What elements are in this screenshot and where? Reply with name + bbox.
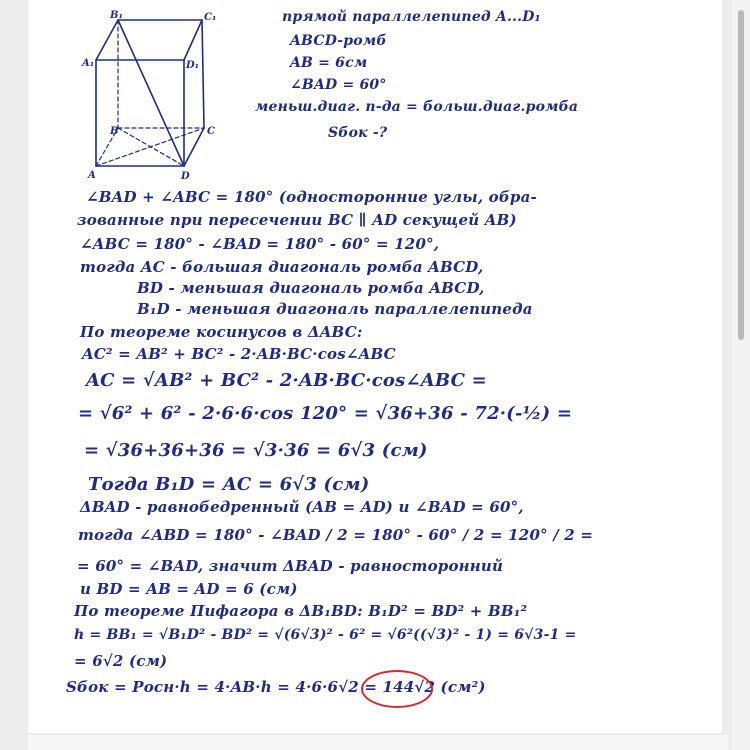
label-b: B [110, 126, 119, 137]
edge-d-c [184, 128, 204, 166]
label-a1: A₁ [82, 58, 95, 69]
given-line-6: Sбок -? [328, 125, 388, 141]
answer-highlight-circle [361, 670, 433, 708]
solution-line-7: По теореме косинусов в ΔABC: [80, 323, 363, 341]
solution-line-1: ∠BAD + ∠ABC = 180° (односторонние углы, обра- [86, 188, 537, 206]
label-c1: C₁ [204, 12, 217, 23]
solution-line-4: тогда AC - большая диагональ ромба ABCD, [80, 258, 484, 276]
scrollbar-thumb[interactable] [738, 10, 744, 340]
given-line-4: ∠BAD = 60° [290, 77, 387, 93]
solution-line-16: и BD = AB = AD = 6 (см) [80, 580, 298, 598]
solution-line-6: B₁D - меньшая диагональ параллелепипеда [137, 300, 533, 318]
label-b1: B₁ [110, 10, 123, 21]
solution-line-5: BD - меньшая диагональ ромба ABCD, [137, 279, 485, 297]
parallelepiped-drawing [80, 8, 230, 180]
solution-line-19: = 6√2 (см) [74, 652, 168, 670]
label-c: C [207, 126, 215, 137]
edge-c1-c [202, 20, 204, 128]
edge-c1-d1 [184, 20, 202, 60]
solution-line-9: AC = √AB² + BC² - 2·AB·BC·cos∠ABC = [86, 370, 487, 391]
solution-line-17: По теореме Пифагора в ΔB₁BD: B₁D² = BD² + BB₁² [74, 602, 528, 620]
solution-line-13: ΔBAD - равнобедренный (AB = AD) и ∠BAD = 60°, [80, 498, 524, 516]
label-a: A [88, 170, 96, 180]
label-d1: D₁ [186, 60, 200, 71]
solution-line-8: AC² = AB² + BC² - 2·AB·BC·cos∠ABC [82, 345, 396, 363]
solution-line-15: = 60° = ∠BAD, значит ΔBAD - равносторонний [77, 557, 504, 575]
given-line-5: меньш.диаг. п-да = больш.диаг.ромба [255, 99, 579, 115]
label-d: D [181, 171, 190, 180]
solution-line-3: ∠ABC = 180° - ∠BAD = 180° - 60° = 120°, [80, 235, 440, 253]
solution-line-2: зованные при пересечении BC ∥ AD секущей AB) [77, 211, 517, 229]
solution-line-18: h = BB₁ = √B₁D² - BD² = √(6√3)² - 6² = √6²((√3)² - 1) = 6√3-1 = [74, 627, 577, 643]
page-bottom-edge [28, 735, 728, 750]
diagonal-b1-d [118, 20, 184, 166]
given-line-1: прямой параллелепипед A...D₁ [282, 9, 541, 25]
given-line-2: ABCD-ромб [290, 33, 387, 49]
solution-line-10: = √6² + 6² - 2·6·6·cos 120° = √36+36 - 72·(-½) = [78, 403, 573, 424]
given-line-3: AB = 6см [290, 55, 368, 71]
solution-line-11: = √36+36+36 = √3·36 = 6√3 (см) [84, 440, 428, 461]
solution-line-14: тогда ∠ABD = 180° - ∠BAD / 2 = 180° - 60° / 2 = 120° / 2 = [78, 526, 594, 544]
edge-b1-a1 [96, 20, 118, 60]
solution-line-20: Sбок = Pосн·h = 4·AB·h = 4·6·6√2 = 144√2 (см²) [66, 678, 486, 696]
solution-line-12: Тогда B₁D = AC = 6√3 (см) [88, 474, 370, 495]
